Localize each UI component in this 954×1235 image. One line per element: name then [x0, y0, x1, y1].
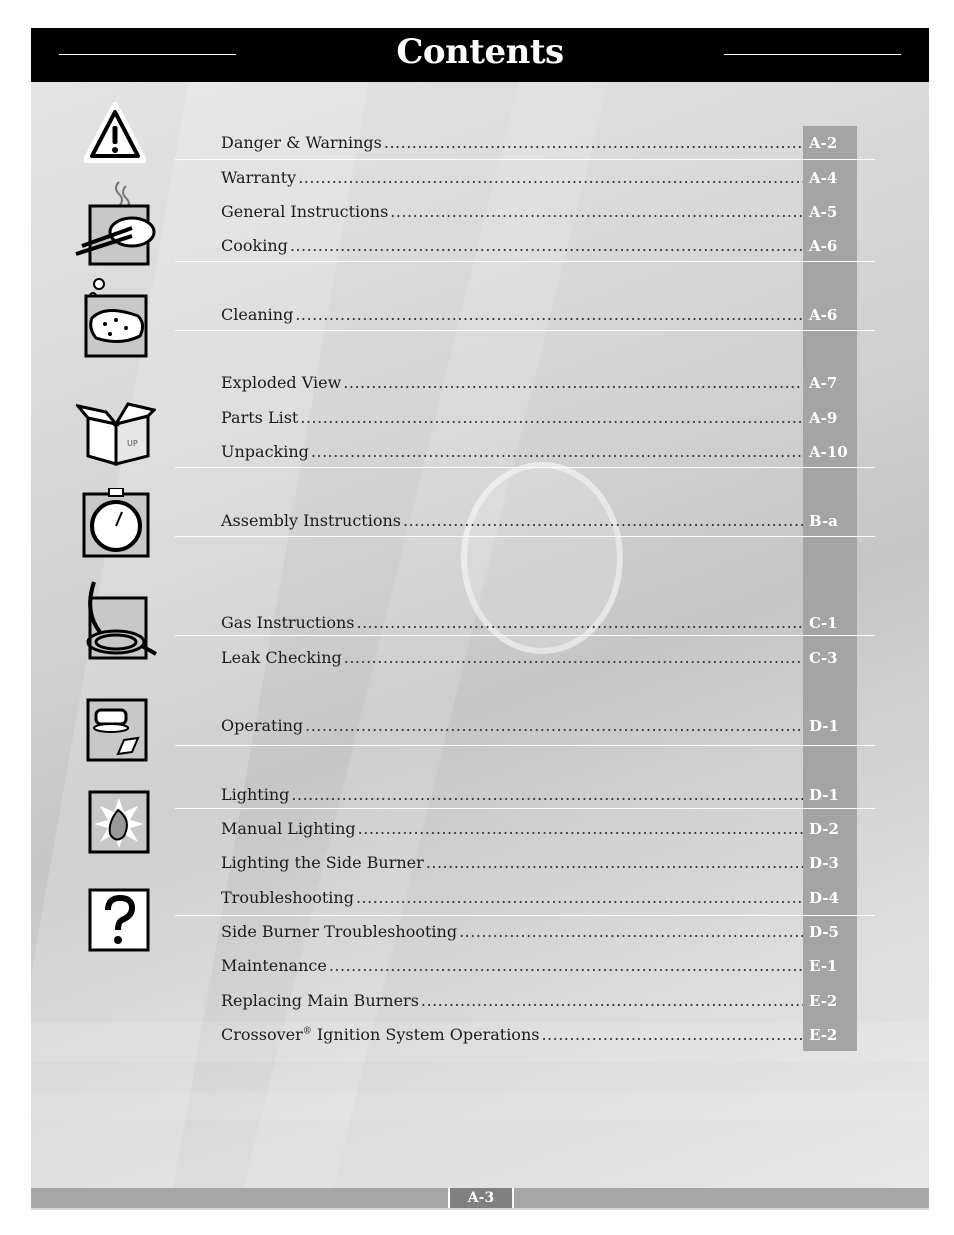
question-mark-icon — [88, 888, 150, 950]
toc-entry-page: A-6 — [809, 306, 838, 324]
divider — [175, 536, 875, 537]
gas-hose-icon — [80, 580, 160, 662]
box-up-marking: UP — [127, 439, 138, 448]
toc-entry-page: D-1 — [809, 786, 839, 804]
toc-entry-label: Warranty — [221, 168, 297, 187]
toc-entry-label: Troubleshooting — [221, 888, 354, 907]
toc-entry-page: D-2 — [809, 820, 839, 838]
toc-entry-label: Maintenance — [221, 956, 327, 975]
toc-entry-page: E-2 — [809, 992, 838, 1010]
toc-entry-label: Unpacking — [221, 442, 309, 461]
stopwatch-icon — [82, 488, 150, 558]
cleaning-sponge-icon — [80, 278, 150, 358]
divider — [175, 915, 875, 916]
toc-entry-label: Crossover® Ignition System Operations — [221, 1025, 540, 1044]
toc-entry-unpacking[interactable] — [221, 437, 851, 461]
header-rule-right — [724, 54, 901, 55]
toc-entry-label: Gas Instructions — [221, 613, 355, 632]
footer-bar — [31, 1188, 929, 1208]
toc-entry-cleaning[interactable] — [221, 300, 851, 324]
toc-entry-label: Leak Checking — [221, 648, 342, 667]
toc-entry-exploded-view[interactable] — [221, 368, 851, 392]
toc-entry-warranty[interactable] — [221, 163, 851, 187]
divider — [175, 808, 875, 809]
toc-entry-cooking[interactable] — [221, 231, 851, 255]
operating-knob-icon — [86, 698, 148, 760]
divider — [175, 635, 875, 636]
divider — [175, 330, 875, 331]
flame-icon — [88, 790, 150, 852]
toc-entry-page: E-2 — [809, 1026, 838, 1044]
toc-entry-label: Danger & Warnings — [221, 133, 382, 152]
toc-entry-page: A-7 — [809, 374, 838, 392]
toc-entry-crossover-ignition[interactable] — [221, 1020, 851, 1044]
toc-entry-maintenance[interactable] — [221, 951, 851, 975]
toc-entry-label: Exploded View — [221, 373, 342, 392]
toc-entry-lighting-side-burner[interactable] — [221, 848, 851, 872]
warning-icon — [84, 102, 146, 164]
toc-entry-page: A-2 — [809, 134, 838, 152]
toc-entry-label: Cleaning — [221, 305, 294, 324]
toc-entry-label: Lighting — [221, 785, 290, 804]
toc-entry-label: General Instructions — [221, 202, 389, 221]
page-tab-column — [803, 126, 857, 1051]
toc-entry-label: Cooking — [221, 236, 288, 255]
toc-entry-label: Manual Lighting — [221, 819, 356, 838]
footer-rule — [31, 1208, 929, 1210]
toc-entry-side-burner-troubleshooting[interactable] — [221, 917, 851, 941]
toc-entry-page: B-a — [809, 512, 838, 530]
toc-entry-troubleshooting[interactable] — [221, 883, 851, 907]
toc-entry-page: A-4 — [809, 169, 838, 187]
divider — [175, 261, 875, 262]
toc-entry-label: Lighting the Side Burner — [221, 853, 424, 872]
box-icon — [76, 400, 156, 466]
toc-entry-gas-instructions[interactable] — [221, 608, 851, 632]
cooking-chicken-icon — [74, 178, 164, 268]
header-bar — [31, 28, 929, 82]
toc-entry-general-instructions[interactable] — [221, 197, 851, 221]
toc-entry-manual-lighting[interactable] — [221, 814, 851, 838]
toc-entry-leak-checking[interactable] — [221, 643, 851, 667]
divider — [175, 159, 875, 160]
page-number: A-3 — [448, 1188, 514, 1208]
toc-entry-page: A-10 — [809, 443, 848, 461]
page-title: Contents — [396, 32, 564, 72]
toc-entry-lighting[interactable] — [221, 780, 851, 804]
divider — [175, 467, 875, 468]
toc-entry-label: Operating — [221, 716, 304, 735]
toc-entry-page: C-1 — [809, 614, 838, 632]
toc-entry-page: A-5 — [809, 203, 838, 221]
divider — [175, 745, 875, 746]
toc-entry-label: Parts List — [221, 408, 299, 427]
toc-entry-assembly-instructions[interactable] — [221, 506, 851, 530]
toc-entry-page: C-3 — [809, 649, 838, 667]
toc-entry-label: Assembly Instructions — [221, 511, 401, 530]
toc-entry-label: Side Burner Troubleshooting — [221, 922, 458, 941]
toc-entry-operating[interactable] — [221, 711, 851, 735]
toc-entry-page: D-1 — [809, 717, 839, 735]
toc-entry-page: A-6 — [809, 237, 838, 255]
toc-entry-page: D-5 — [809, 923, 839, 941]
toc-entry-page: A-9 — [809, 409, 838, 427]
toc-entry-replacing-main-burners[interactable] — [221, 986, 851, 1010]
toc-entry-page: D-4 — [809, 889, 839, 907]
toc-entry-danger-warnings[interactable] — [221, 128, 851, 152]
toc-entry-label: Replacing Main Burners — [221, 991, 419, 1010]
toc-entry-parts-list[interactable] — [221, 403, 851, 427]
toc-entry-page: D-3 — [809, 854, 839, 872]
toc-entry-page: E-1 — [809, 957, 838, 975]
